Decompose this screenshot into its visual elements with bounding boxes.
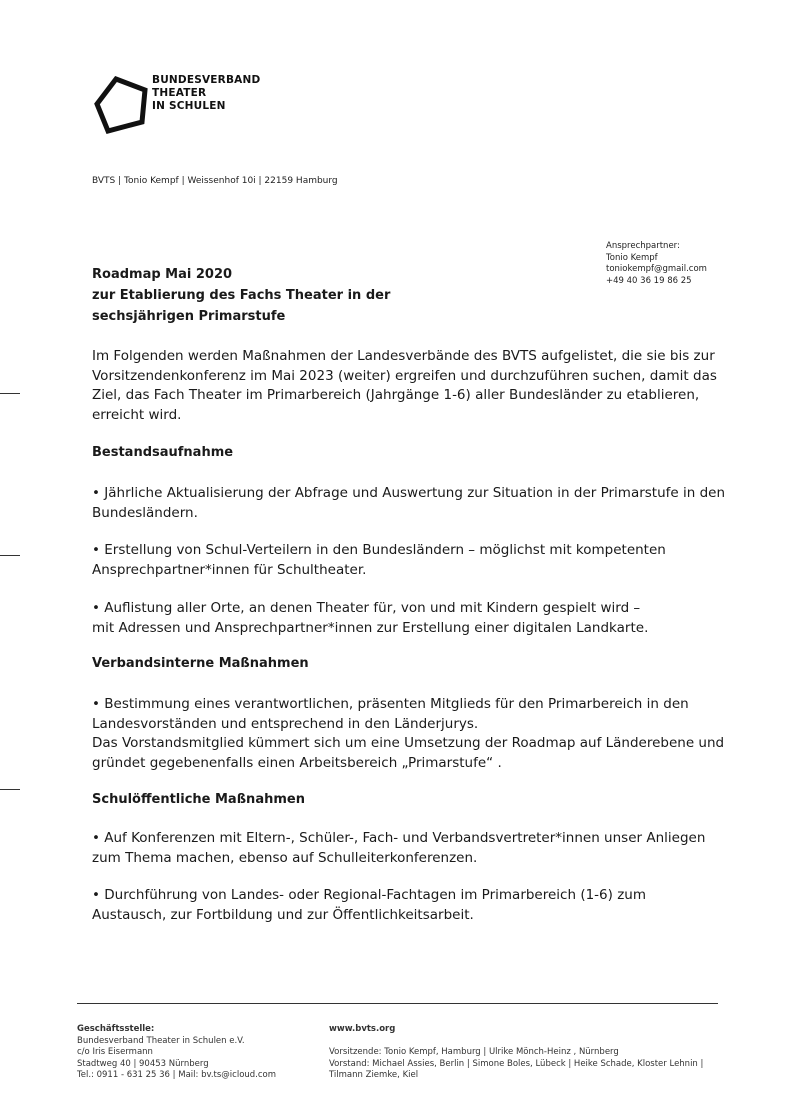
logo-text <box>152 74 260 113</box>
verband-item-1-continuation: Das Vorstandsmitglied kümmert sich um eine Umsetzung der Roadmap auf Länderebene und gründet gegebenenfalls einen Arbeitsbereich „Primarstufe“ . <box>92 735 725 771</box>
bestand-item-1: • Jährliche Aktualisierung der Abfrage und Auswertung zur Situation in der Primarstufe in den Bundesländern. <box>92 485 726 521</box>
heading-schuloeffentliche-massnahmen: Schulöffentliche Maßnahmen <box>92 792 305 807</box>
footer-office-line-3: Stadtweg 40 | 90453 Nürnberg <box>77 1058 209 1069</box>
verband-item-1-text: • Bestimmung eines verantwortlichen, präsenten Mitglieds für den Primarbereich in den Landesvorständen und entsprechend in den Länderjurys. <box>92 696 689 732</box>
bestand-item-3-line-1: • Auflistung aller Orte, an denen Theater für, von und mit Kindern gespielt wird – <box>92 600 641 616</box>
logo-shape-icon <box>94 76 154 136</box>
footer-office-label: Geschäftsstelle: <box>77 1024 155 1034</box>
footer-office-line-2: c/o Iris Eisermann <box>77 1047 153 1057</box>
fold-mark-top <box>0 393 20 394</box>
footer-board-line-1: Vorstand: Michael Assies, Berlin | Simone Boles, Lübeck | Heike Schade, Kloster Lehnin | <box>329 1058 704 1069</box>
footer-office <box>77 1024 276 1082</box>
footer-office-line-1: Bundesverband Theater in Schulen e.V. <box>77 1035 245 1046</box>
sender-line: BVTS | Tonio Kempf | Weissenhof 10i | 22159 Hamburg <box>92 176 338 186</box>
intro-paragraph: Im Folgenden werden Maßnahmen der Landesverbände des BVTS aufgelistet, die sie bis zur Vorsitzendenkonferenz im Mai 2023 (weiter) ergreifen und durchzuführen suchen, damit das Ziel, das Fach Theater im Primarbereich (Jahrgänge 1-6) aller Bundesländer zu etablieren, erreicht wird. <box>92 348 717 423</box>
schule-item-2: • Durchführung von Landes- oder Regional-Fachtagen im Primarbereich (1-6) zum Austausch, zur Fortbildung und zur Öffentlichkeitsarbeit. <box>92 887 646 923</box>
contact-block <box>606 241 707 287</box>
contact-email: toniokempf@gmail.com <box>606 264 707 274</box>
fold-mark-bottom <box>0 789 20 790</box>
footer-board <box>329 1024 703 1082</box>
footer-board-line-2: Tilmann Ziemke, Kiel <box>329 1070 419 1080</box>
logo-line-2: THEATER <box>152 87 207 99</box>
contact-phone: +49 40 36 19 86 25 <box>606 275 692 286</box>
title-line-1: Roadmap Mai 2020 <box>92 267 233 282</box>
footer-office-line-4: Tel.: 0911 - 631 25 36 | Mail: bv.ts@icloud.com <box>77 1070 277 1080</box>
contact-label: Ansprechpartner: <box>606 241 680 251</box>
footer-chair: Vorsitzende: Tonio Kempf, Hamburg | Ulrike Mönch-Heinz , Nürnberg <box>329 1047 619 1057</box>
heading-verbandsinterne-massnahmen: Verbandsinterne Maßnahmen <box>92 656 309 671</box>
fold-mark-middle <box>0 555 20 556</box>
bestand-item-3 <box>92 599 752 638</box>
schule-item-1: • Auf Konferenzen mit Eltern-, Schüler-, Fach- und Verbandsvertreter*innen unser Anliegen zum Thema machen, ebenso auf Schulleiterkonferenzen. <box>92 830 706 866</box>
logo-line-1: BUNDESVERBAND <box>152 74 261 86</box>
bestand-item-2: • Erstellung von Schul-Verteilern in den Bundesländern – möglichst mit kompetenten Ansprechpartner*innen für Schultheater. <box>92 542 666 578</box>
document-title <box>92 264 390 327</box>
bestand-item-3-line-2: mit Adressen und Ansprechpartner*innen zur Erstellung einer digitalen Landkarte. <box>92 619 649 636</box>
heading-bestandsaufnahme: Bestandsaufnahme <box>92 445 234 460</box>
footer-website[interactable]: www.bvts.org <box>329 1024 396 1034</box>
verband-item-1 <box>92 695 737 773</box>
title-line-3: sechsjährigen Primarstufe <box>92 309 286 324</box>
footer-divider <box>77 1003 718 1004</box>
title-line-2: zur Etablierung des Fachs Theater in der <box>92 288 391 303</box>
logo-line-3: IN SCHULEN <box>152 100 226 112</box>
contact-name: Tonio Kempf <box>606 252 658 263</box>
